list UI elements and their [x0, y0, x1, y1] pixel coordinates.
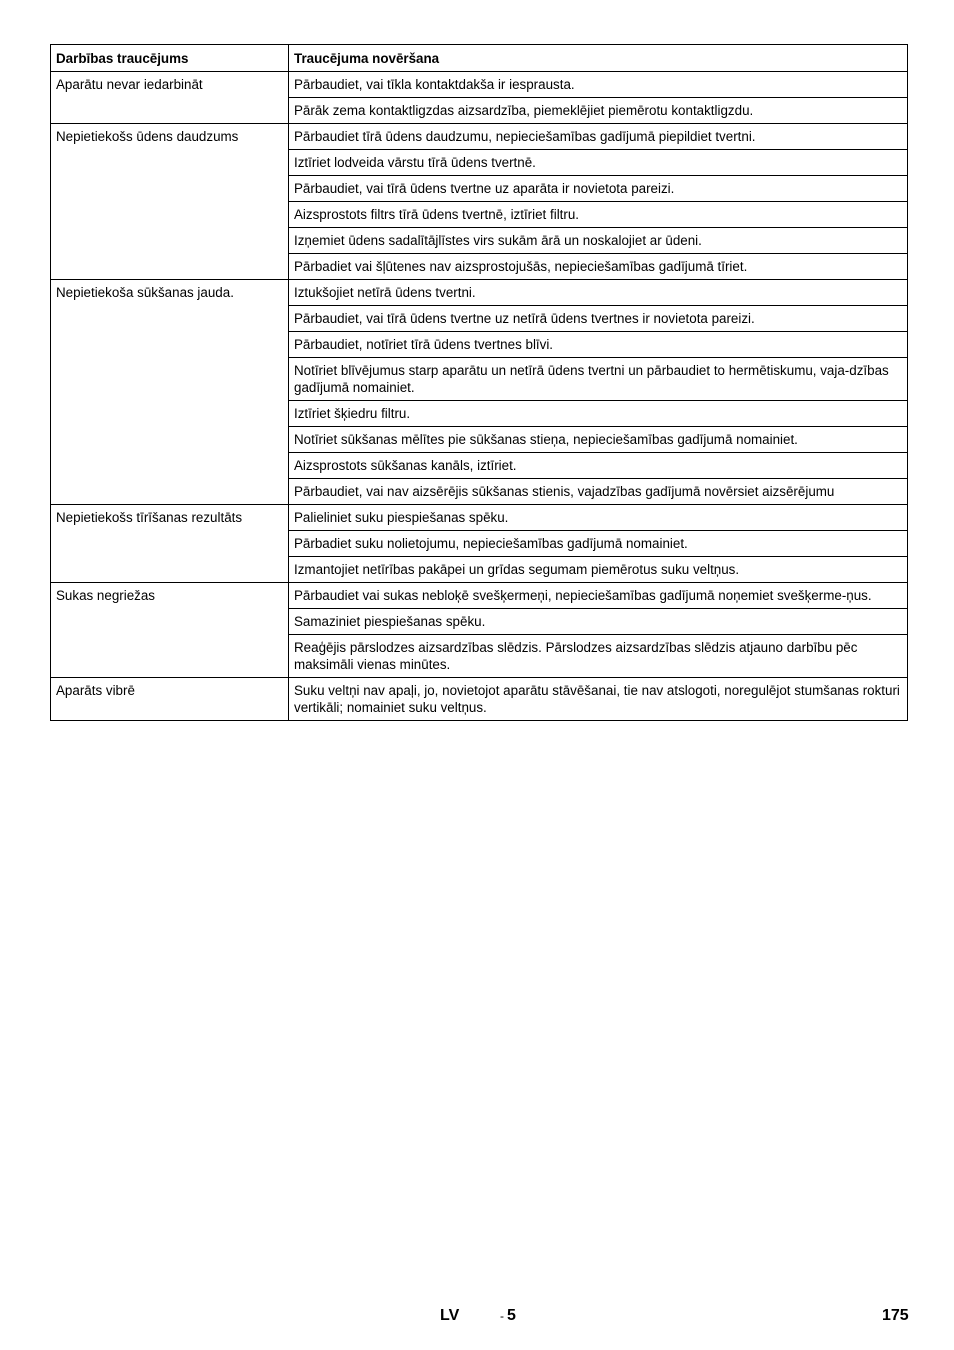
- table-header-row: [51, 45, 908, 72]
- remedy-cell: Pārbaudiet, vai tīkla kontaktdakša ir iesprausta.: [289, 72, 908, 98]
- remedy-cell: Pārbadiet vai šļūtenes nav aizsprostojušās, nepieciešamības gadījumā tīriet.: [289, 254, 908, 280]
- table-body: [51, 72, 908, 721]
- remedy-cell: Notīriet blīvējumus starp aparātu un netīrā ūdens tvertni un pārbaudiet to hermētiskumu, vaja-dzības gadījumā nomainiet.: [289, 358, 908, 401]
- remedy-cell: Pārbaudiet, notīriet tīrā ūdens tvertnes blīvi.: [289, 332, 908, 358]
- table-row: [51, 678, 908, 721]
- troubleshooting-table: [50, 44, 908, 721]
- footer-section-number: 5: [507, 1307, 516, 1324]
- fault-cell: Sukas negriežas: [51, 583, 289, 678]
- fault-cell: Nepietiekoša sūkšanas jauda.: [51, 280, 289, 505]
- remedy-cell: Izmantojiet netīrības pakāpei un grīdas segumam piemērotus suku veltņus.: [289, 557, 908, 583]
- remedy-cell: Izņemiet ūdens sadalītājlīstes virs sukām ārā un noskalojiet ar ūdeni.: [289, 228, 908, 254]
- remedy-cell: Notīriet sūkšanas mēlītes pie sūkšanas stieņa, nepieciešamības gadījumā nomainiet.: [289, 427, 908, 453]
- remedy-cell: Reaģējis pārslodzes aizsardzības slēdzis. Pārslodzes aizsardzības slēdzis atjauno darbību pēc maksimāli vienas minūtes.: [289, 635, 908, 678]
- remedy-cell: Iztukšojiet netīrā ūdens tvertni.: [289, 280, 908, 306]
- table-row: [51, 124, 908, 150]
- footer-section: [500, 1307, 516, 1325]
- table-row: [51, 583, 908, 609]
- table-row: [51, 72, 908, 98]
- remedy-cell: Palieliniet suku piespiešanas spēku.: [289, 505, 908, 531]
- remedy-cell: Pārbadiet suku nolietojumu, nepieciešamības gadījumā nomainiet.: [289, 531, 908, 557]
- page-number: 175: [882, 1307, 909, 1324]
- remedy-cell: Samaziniet piespiešanas spēku.: [289, 609, 908, 635]
- remedy-cell: Pārbaudiet vai sukas nebloķē svešķermeņi, nepieciešamības gadījumā noņemiet svešķerme-ņus.: [289, 583, 908, 609]
- remedy-cell: Pārāk zema kontaktligzdas aizsardzība, piemeklējiet piemērotu kontaktligzdu.: [289, 98, 908, 124]
- header-remedy: Traucējuma novēršana: [289, 45, 908, 72]
- fault-cell: Aparātu nevar iedarbināt: [51, 72, 289, 124]
- header-fault: Darbības traucējums: [51, 45, 289, 72]
- remedy-cell: Pārbaudiet, vai tīrā ūdens tvertne uz netīrā ūdens tvertnes ir novietota pareizi.: [289, 306, 908, 332]
- remedy-cell: Aizsprostots filtrs tīrā ūdens tvertnē, iztīriet filtru.: [289, 202, 908, 228]
- remedy-cell: Aizsprostots sūkšanas kanāls, iztīriet.: [289, 453, 908, 479]
- remedy-cell: Suku veltņi nav apaļi, jo, novietojot aparātu stāvēšanai, tie nav atslogoti, noregulējot stumšanas rokturi vertikāli; nomainiet suku veltņus.: [289, 678, 908, 721]
- table-row: [51, 505, 908, 531]
- fault-cell: Nepietiekošs tīrīšanas rezultāts: [51, 505, 289, 583]
- remedy-cell: Pārbaudiet, vai tīrā ūdens tvertne uz aparāta ir novietota pareizi.: [289, 176, 908, 202]
- remedy-cell: Iztīriet lodveida vārstu tīrā ūdens tvertnē.: [289, 150, 908, 176]
- fault-cell: Aparāts vibrē: [51, 678, 289, 721]
- table-row: [51, 280, 908, 306]
- footer-language: LV: [440, 1307, 460, 1324]
- remedy-cell: Pārbaudiet, vai nav aizsērējis sūkšanas stienis, vajadzības gadījumā novērsiet aizsērējumu: [289, 479, 908, 505]
- footer-section-dash: -: [500, 1309, 504, 1323]
- remedy-cell: Pārbaudiet tīrā ūdens daudzumu, nepieciešamības gadījumā piepildiet tvertni.: [289, 124, 908, 150]
- remedy-cell: Iztīriet šķiedru filtru.: [289, 401, 908, 427]
- fault-cell: Nepietiekošs ūdens daudzums: [51, 124, 289, 280]
